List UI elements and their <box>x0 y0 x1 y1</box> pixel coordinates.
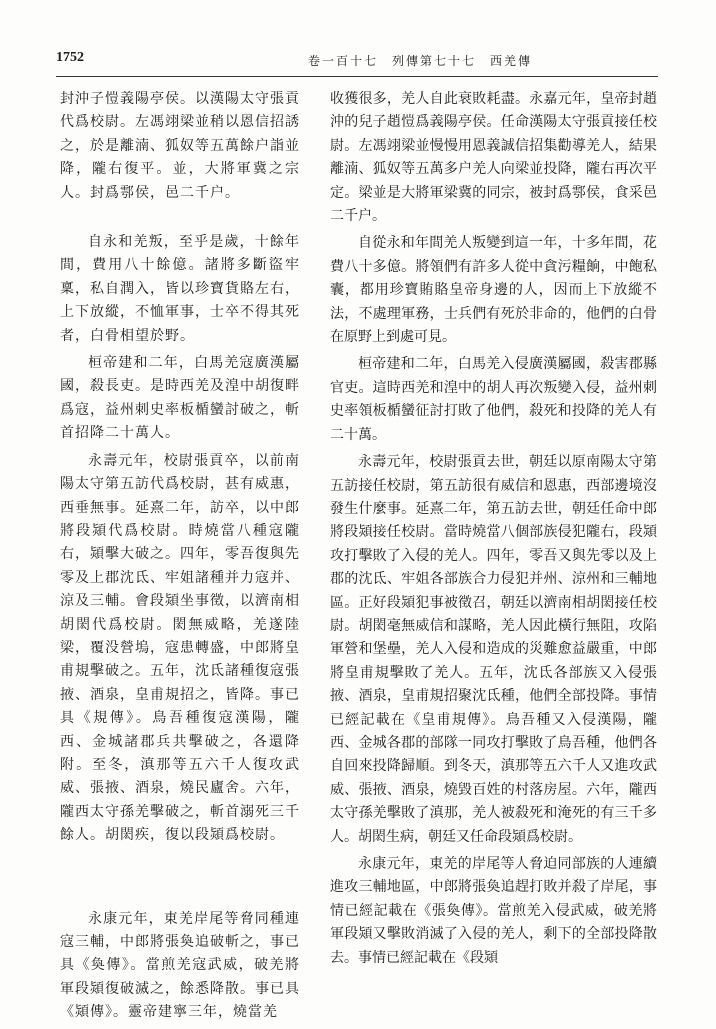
classical-paragraph: 桓帝建和二年，白馬羌寇廣漢屬國，殺長吏。是時西羌及湟中胡復畔爲寇，益州刺史率板楯蠻討破之，斬首招降二十萬人。 <box>60 355 300 442</box>
translation-paragraph: 永康元年，東羌的岸尾等人脅迫同部族的人連續進攻三輔地區，中郎將張奐追趕打敗并殺了岸尾，事情已經記載在《張奐傳》。當煎羌入侵武威，破羌將軍段熲又擊敗消滅了入侵的羌人，剩下的全部投降散去。事情已經記載在《段熲 <box>330 856 657 966</box>
translation-text-column <box>330 88 657 974</box>
classical-paragraph: 封沖子愷義陽亭侯。以漢陽太守張貢代爲校尉。左馮翊梁並稍以恩信招誘之，於是離湳、狐奴等五萬餘户詣並降，隴右復平。並，大將軍冀之宗人。封爲鄠侯，邑二千户。 <box>60 91 300 201</box>
classical-text-column <box>60 88 300 1029</box>
page-number: 1752 <box>56 50 84 65</box>
translation-paragraph: 永壽元年，校尉張貢去世，朝廷以原南陽太守第五訪接任校尉，第五訪很有威信和恩惠，西部邊境沒發生什麼事。延熹二年，第五訪去世，朝廷任命中郎將段熲接任校尉。當時燒當八個部族侵犯隴右，段熲攻打擊敗了入侵的羌人。四年，零吾又與先零以及上郡的沈氐、牢姐各部族合力侵犯并州、涼州和三輔地區。正好段熲犯事被徵召，朝廷以濟南相胡閎接任校尉。胡閎毫無威信和謀略，羌人因此橫行無阻，攻陷軍營和堡壘，羌人入侵和造成的災難愈益嚴重，中郎將皇甫規擊敗了羌人。五年，沈氐各部族又入侵張掖、酒泉，皇甫規招聚沈氐種，他們全部投降。事情已經記載在《皇甫規傳》。鳥吾種又入侵漢陽，隴西、金城各郡的部隊一同攻打擊敗了鳥吾種，他們各自回來投降歸順。到冬天，滇那等五六千人又進攻武威、張掖、酒泉，燒毀百姓的村落房屋。六年，隴西太守孫羌擊敗了滇那，羌人被殺死和淹死的有三千多人。胡閎生病，朝廷又任命段熲爲校尉。 <box>330 454 657 845</box>
translation-paragraph: 收獲很多，羌人自此衰敗耗盡。永嘉元年，皇帝封趙沖的兒子趙愷爲義陽亭侯。任命漢陽太守張貢接任校尉。左馮翊梁並慢慢用恩義誠信招集勸導羌人，結果離湳、狐奴等五萬多户羌人向梁並投降，隴右再次平定。梁並是大將軍梁冀的同宗，被封爲鄠侯，食采邑二千户。 <box>330 91 657 225</box>
translation-paragraph: 桓帝建和二年，白馬羌入侵廣漢屬國，殺害郡縣官吏。這時西羌和湟中的胡人再次叛變入侵，益州刺史率領板楯蠻征討打敗了他們，殺死和投降的羌人有二十萬。 <box>330 356 657 443</box>
classical-paragraph: 永康元年，東羌岸尾等脅同種連寇三輔，中郎將張奐追破斬之，事已具《奐傳》。當煎羌寇武威，破羌將軍段熲復破滅之，餘悉降散。事已具《熲傳》。靈帝建寧三年，燒當羌 <box>60 910 300 1021</box>
running-head: 卷一百十七 列傳第七十七 西羌傳 <box>307 54 532 68</box>
header-rule <box>56 76 658 77</box>
classical-paragraph: 自永和羌叛，至乎是歲，十餘年間，費用八十餘億。諸將多斷盜牢稟，私自潤入，皆以珍寶貨賂左右，上下放縱，不恤軍事，士卒不得其死者，白骨相望於野。 <box>60 234 300 344</box>
classical-paragraph: 永壽元年，校尉張貢卒，以前南陽太守第五訪代爲校尉，甚有威惠，西垂無事。延熹二年，訪卒，以中郎將段熲代爲校尉。時燒當八種寇隴右，熲擊大破之。四年，零吾復與先零及上郡沈氐、牢姐諸種并力寇并、涼及三輔。會段熲坐事徵，以濟南相胡閎代爲校尉。閎無威略，羌遂陸梁，覆没營塢，寇患轉盛，中郎將皇甫規擊破之。五年，沈氐諸種復寇張掖、酒泉，皇甫規招之，皆降。事已具《規傳》。鳥吾種復寇漢陽，隴西、金城諸郡兵共擊破之，各還降附。至冬，滇那等五六千人復攻武威、張掖、酒泉，燒民廬舍。六年，隴西太守孫羌擊破之，斬首溺死三千餘人。胡閎疾，復以段熲爲校尉。 <box>60 452 300 844</box>
translation-paragraph: 自從永和年間羌人叛變到這一年，十多年間，花費八十多億。將領們有許多人從中貪污糧餉，中飽私囊，都用珍寶賄賂皇帝身邊的人，因而上下放縱不法，不處理軍務，士兵們有死於非命的，他們的白骨在原野上到處可見。 <box>330 235 657 346</box>
